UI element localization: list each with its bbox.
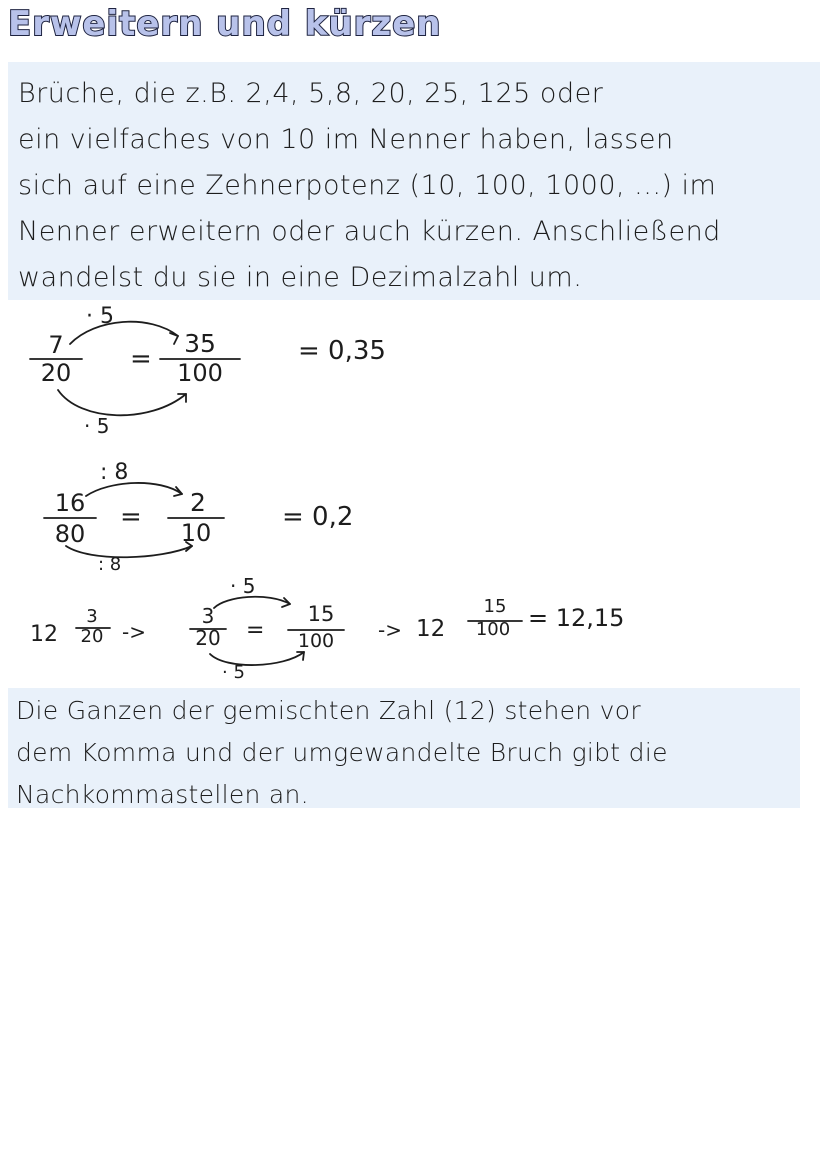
divide-label-bottom: : 8 [98, 554, 122, 575]
equals-sign: = [130, 344, 152, 374]
fraction-numerator: 7 [48, 331, 64, 359]
fraction-numerator: 3 [201, 604, 215, 628]
fraction-denominator: 20 [40, 359, 72, 387]
fraction-numerator: 35 [184, 329, 216, 358]
outro-line-1: Die Ganzen der gemischten Zahl (12) stehen vor [16, 696, 641, 725]
intro-line-5: wandelst du sie in eine Dezimalzahl um. [18, 262, 583, 293]
intro-line-2: ein vielfaches von 10 im Nenner haben, lassen [18, 124, 674, 155]
intro-line-4: Nenner erweitern oder auch kürzen. Anschließend [18, 216, 721, 247]
intro-line-3: sich auf eine Zehnerpotenz (10, 100, 1000, ...) im [18, 170, 717, 201]
outro-line-2: dem Komma und der umgewandelte Bruch gibt die [16, 738, 668, 767]
curved-arrow-top [214, 597, 290, 608]
result-value: = 0,35 [298, 336, 386, 366]
fraction-denominator: 80 [54, 520, 86, 548]
multiply-label-top: · 5 [230, 574, 256, 598]
fraction-numerator: 2 [190, 488, 206, 517]
divide-label-top: : 8 [100, 460, 129, 485]
curved-arrow-top [86, 483, 182, 496]
multiply-label-bottom: · 5 [84, 414, 110, 438]
curved-arrow-bottom [66, 546, 192, 557]
intro-line-1: Brüche, die z.B. 2,4, 5,8, 20, 25, 125 oder [18, 78, 604, 109]
fraction-denominator: 100 [475, 619, 511, 640]
whole-number: 12 [416, 616, 446, 642]
page-title: Erweitern und kürzen [8, 4, 442, 44]
curved-arrow-bottom [58, 390, 186, 415]
fraction-numerator: 15 [483, 596, 507, 617]
fraction-denominator: 20 [195, 626, 221, 650]
curved-arrow-bottom [210, 652, 304, 665]
whole-number: 12 [30, 622, 58, 647]
arrow-text: -> [122, 620, 146, 644]
multiply-label-top: · 5 [86, 304, 114, 329]
arrow-text: -> [378, 618, 402, 642]
curved-arrow-top [70, 322, 178, 344]
arrowhead-icon [170, 333, 178, 344]
equals-sign: = [120, 502, 142, 532]
result-value: = 0,2 [282, 502, 354, 532]
result-value: = 12,15 [528, 604, 625, 632]
equals-sign: = [246, 618, 265, 643]
multiply-label-bottom: · 5 [222, 662, 245, 683]
fraction-numerator: 16 [54, 489, 86, 517]
fraction-denominator: 10 [180, 519, 212, 547]
fraction-denominator: 100 [177, 359, 223, 387]
fraction-denominator: 100 [297, 630, 335, 652]
outro-line-3: Nachkommastellen an. [16, 780, 309, 809]
fraction-denominator: 20 [80, 626, 104, 647]
fraction-numerator: 15 [307, 602, 335, 626]
fraction-numerator: 3 [86, 606, 98, 627]
